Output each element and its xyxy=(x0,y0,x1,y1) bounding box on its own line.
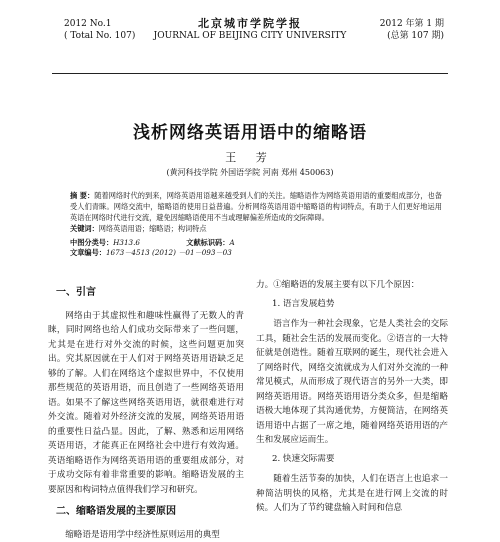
article-author: 王 芳 xyxy=(0,149,500,165)
abstract xyxy=(70,190,442,223)
header-issue-cn xyxy=(380,18,444,42)
keywords-label: 关键词： xyxy=(70,224,99,233)
author-affiliation: (黄河科技学院 外国语学院 河南 郑州 450063) xyxy=(0,167,500,178)
article-title: 浅析网络英语用语中的缩略语 xyxy=(0,118,500,143)
intro-paragraph: 网络由于其虚拟性和趣味性赢得了无数人的青睐，同时网络也给人们成功交际带来了一些问题，尤其是在进行对外交流的时候，这些问题更加突出。究其原因就在于人们对于网络英语用语缺乏足够的了解。人们在网络这个虚拟世界中，不仅使用那些规范的英语用语，而且创造了一些网络英语用语。如果不了解这些网络英语用语，就很难进行对外交流。随着对外经济交流的发展，网络英语用语的重要性日益凸显。因此，了解、熟悉和运用网络英语用语，才能真正在网络社会中进行有效沟通。英语缩略语作为网络英语用语的重要组成部分，对于成功交际有着非常重要的影响。缩略语发展的主要原因和构词特点值得我们学习和研究。 xyxy=(48,309,244,498)
article-number xyxy=(70,248,232,258)
keywords-text: 网络英语用语；缩略语；构词特点 xyxy=(99,224,207,233)
language-trend-paragraph: 语言作为一种社会现象，它是人类社会的交际工具，随社会生活的发展而变化。②语言的一大特征就是创造性。随着互联网的诞生，现代社会进入了网络时代，网络交流就成为人们对外交流的一种常见模式，从而形成了现代语言的另外一大类，即网络英语用语。网络英语用语分类众多，但是缩略语极大地体现了其沟通优势，方便简洁，在网络英语用语中占据了一席之地，随着网络英语用语的产生和发展应运而生。 xyxy=(256,317,448,448)
running-header xyxy=(0,18,500,60)
header-left-line2: ( Total No. 107) xyxy=(64,30,135,42)
header-left-line1: 2012 No.1 xyxy=(64,18,135,30)
journal-name-cn: 北京城市学院学报 xyxy=(0,18,500,30)
reasons-paragraph-cont: 力。①缩略语的发展主要有以下几个原因： xyxy=(256,278,448,293)
doc-code xyxy=(186,238,234,248)
abstract-text: 随着网络时代的到来，网络英语用语越来越受到人们的关注。缩略语作为网络英语用语的重要组成部分，也备受人们青睐。网络交流中，缩略语的使用日益普遍。分析网络英语用语中缩略语的构词特点，有助于人们更好地运用英语在网络时代进行交流，避免因缩略语使用不当或理解偏差所造成的交际障碍。 xyxy=(70,191,442,222)
left-column xyxy=(48,278,244,542)
clc-number xyxy=(70,238,140,248)
header-right-line1: 2012 年第 1 期 xyxy=(380,18,444,30)
subheading-fast-communication: 2. 快速交际需要 xyxy=(272,452,448,467)
article-label: 文章编号： xyxy=(70,248,106,257)
header-rule xyxy=(52,73,448,74)
reasons-paragraph-start: 缩略语是语用学中经济性原则运用的典型 xyxy=(48,528,244,542)
keywords xyxy=(70,224,442,234)
doc-label: 文献标识码： xyxy=(186,238,229,247)
classification-meta xyxy=(70,238,442,258)
right-column xyxy=(256,278,448,516)
section-heading-intro: 一、引言 xyxy=(56,286,244,301)
journal-name-en: JOURNAL OF BEIJING CITY UNIVERSITY xyxy=(0,30,500,42)
doc-value: A xyxy=(229,238,234,247)
subheading-language-trend: 1. 语言发展趋势 xyxy=(272,297,448,312)
abstract-label: 摘 要： xyxy=(70,191,94,200)
clc-value: H313.6 xyxy=(113,238,140,247)
header-right-line2: (总第 107 期) xyxy=(380,30,444,42)
article-value: 1673－4513 (2012) －01－093－03 xyxy=(106,248,232,257)
section-heading-reasons: 二、缩略语发展的主要原因 xyxy=(56,505,244,520)
clc-label: 中图分类号： xyxy=(70,238,113,247)
fast-communication-paragraph: 随着生活节奏的加快，人们在语言上也追求一种简洁明快的风格，尤其是在进行网上交流的时候。人们为了节约键盘输入时间和信息 xyxy=(256,472,448,516)
